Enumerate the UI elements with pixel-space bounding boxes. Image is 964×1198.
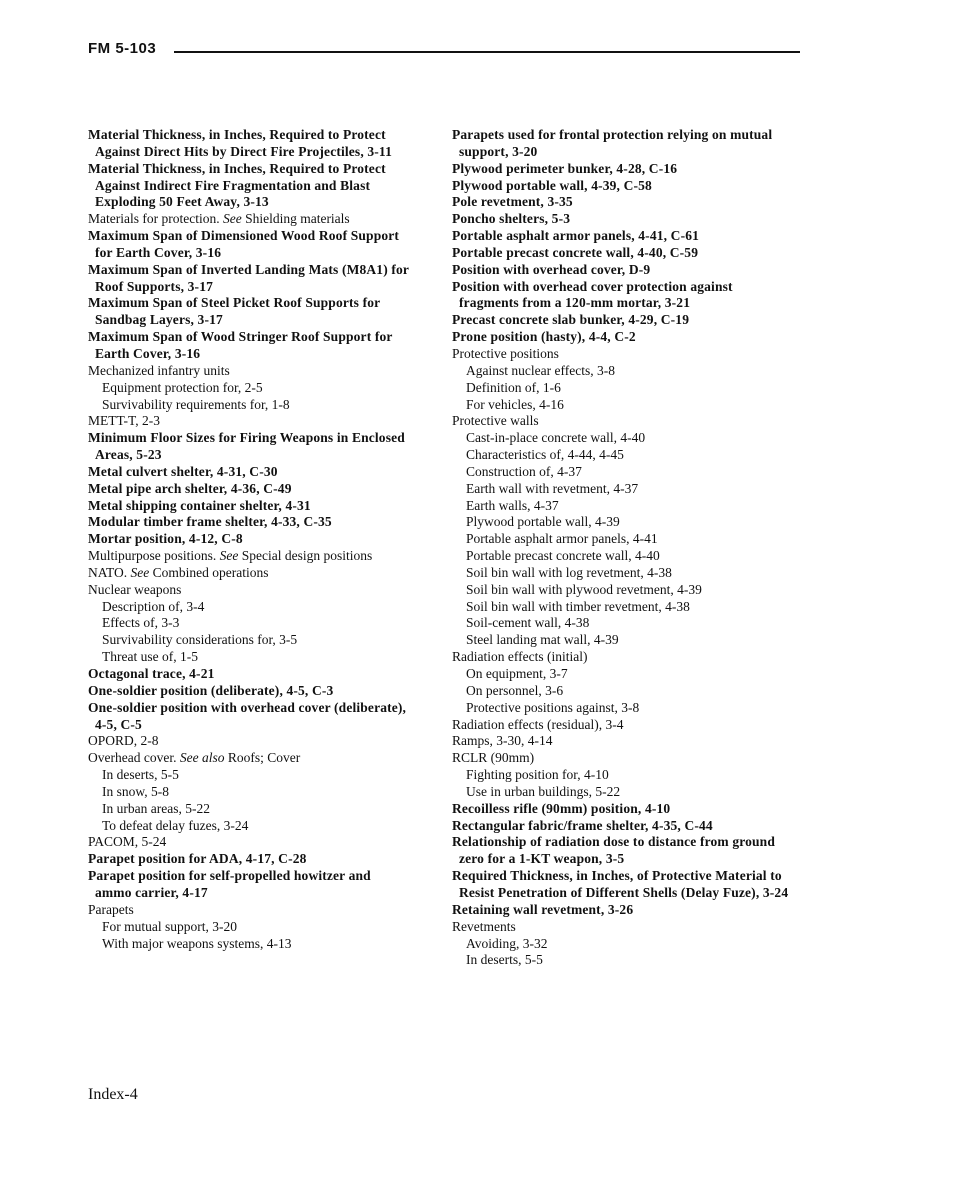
index-subentry <box>88 397 410 414</box>
index-entry <box>88 565 410 582</box>
entry-text: Plywood portable wall, 4-39, C-58 <box>452 177 652 193</box>
index-entry <box>88 228 410 262</box>
entry-text: Nuclear weapons <box>88 581 182 597</box>
entry-text: Maximum Span of Steel Picket Roof Supports for Sandbag Layers, 3-17 <box>88 295 381 328</box>
entry-text: Steel landing mat wall, 4-39 <box>466 632 619 648</box>
entry-text: Radiation effects (residual), 3-4 <box>452 716 624 732</box>
entry-text: Definition of, 1-6 <box>466 379 561 395</box>
index-entry <box>88 295 410 329</box>
entry-text: Portable precast concrete wall, 4-40, C-59 <box>452 244 699 260</box>
entry-text: Modular timber frame shelter, 4-33, C-35 <box>88 514 332 530</box>
see-reference-target: Special design positions <box>241 548 373 564</box>
index-entry <box>452 902 792 919</box>
index-entry <box>88 548 410 565</box>
index-entry <box>88 834 410 851</box>
index-subentry <box>88 380 410 397</box>
index-entry <box>88 413 410 430</box>
index-entry <box>452 818 792 835</box>
index-entry <box>452 329 792 346</box>
entry-text: Maximum Span of Inverted Landing Mats (M8A1) for Roof Supports, 3-17 <box>88 261 409 294</box>
entry-text: In urban areas, 5-22 <box>102 800 210 816</box>
entry-text: Earth walls, 4-37 <box>466 497 559 513</box>
entry-text: In deserts, 5-5 <box>466 952 543 968</box>
index-subentry <box>88 818 410 835</box>
entry-text: Mechanized infantry units <box>88 362 230 378</box>
entry-text: Portable asphalt armor panels, 4-41, C-61 <box>452 228 700 244</box>
index-subentry <box>452 363 792 380</box>
index-entry <box>88 464 410 481</box>
entry-text: METT-T, 2-3 <box>88 413 160 429</box>
entry-text: PACOM, 5-24 <box>88 834 167 850</box>
see-reference-label: See <box>219 548 239 564</box>
index-column-right <box>452 127 792 969</box>
entry-text: Metal pipe arch shelter, 4-36, C-49 <box>88 480 292 496</box>
entry-text: To defeat delay fuzes, 3-24 <box>102 817 249 833</box>
index-subentry <box>452 464 792 481</box>
index-entry <box>452 262 792 279</box>
entry-text: Threat use of, 1-5 <box>102 649 198 665</box>
index-entry <box>88 127 410 161</box>
index-entry <box>452 413 792 430</box>
entry-text: OPORD, 2-8 <box>88 733 159 749</box>
entry-text: Ramps, 3-30, 4-14 <box>452 733 553 749</box>
index-subentry <box>88 649 410 666</box>
entry-text: Survivability considerations for, 3-5 <box>102 632 298 648</box>
index-entry <box>88 582 410 599</box>
entry-text: Earth wall with revetment, 4-37 <box>466 480 639 496</box>
index-entry <box>452 733 792 750</box>
index-subentry <box>452 548 792 565</box>
entry-text: Construction of, 4-37 <box>466 463 582 479</box>
entry-text: Protective walls <box>452 413 539 429</box>
entry-text: Pole revetment, 3-35 <box>452 194 573 210</box>
index-subentry <box>452 952 792 969</box>
entry-text: Mortar position, 4-12, C-8 <box>88 531 243 547</box>
see-reference-target: Shielding materials <box>245 211 350 227</box>
entry-text: Relationship of radiation dose to distance from ground zero for a 1-KT weapon, 3-5 <box>452 834 776 867</box>
index-entry <box>88 902 410 919</box>
see-reference-target: Roofs; Cover <box>227 750 301 766</box>
entry-text: For mutual support, 3-20 <box>102 918 237 934</box>
index-subentry <box>88 801 410 818</box>
index-subentry <box>452 666 792 683</box>
index-subentry <box>452 565 792 582</box>
index-subentry <box>88 632 410 649</box>
entry-text: Cast-in-place concrete wall, 4-40 <box>466 430 646 446</box>
entry-text: Materials for protection. <box>88 211 220 227</box>
entry-text: Effects of, 3-3 <box>102 615 180 631</box>
entry-text: Portable precast concrete wall, 4-40 <box>466 548 660 564</box>
index-subentry <box>452 632 792 649</box>
entry-text: Prone position (hasty), 4-4, C-2 <box>452 329 636 345</box>
entry-text: Overhead cover. <box>88 750 177 766</box>
index-entry <box>452 211 792 228</box>
entry-text: Recoilless rifle (90mm) position, 4-10 <box>452 800 671 816</box>
entry-text: Soil bin wall with plywood revetment, 4-39 <box>466 581 702 597</box>
entry-text: Fighting position for, 4-10 <box>466 767 609 783</box>
see-reference-label: See <box>222 211 242 227</box>
entry-text: Metal shipping container shelter, 4-31 <box>88 497 311 513</box>
entry-text: Poncho shelters, 5-3 <box>452 211 571 227</box>
index-entry <box>452 312 792 329</box>
see-reference-label: See also <box>179 750 225 766</box>
index-entry <box>452 750 792 767</box>
entry-text: Protective positions <box>452 345 559 361</box>
index-entry <box>452 868 792 902</box>
index-subentry <box>452 447 792 464</box>
index-subentry <box>88 919 410 936</box>
entry-text: Soil bin wall with timber revetment, 4-38 <box>466 598 690 614</box>
index-entry <box>88 683 410 700</box>
index-subentry <box>452 683 792 700</box>
index-entry <box>452 717 792 734</box>
entry-text: Position with overhead cover protection against fragments from a 120-mm mortar, 3-21 <box>452 278 733 311</box>
entry-text: For vehicles, 4-16 <box>466 396 564 412</box>
index-subentry <box>452 481 792 498</box>
index-column-left <box>88 127 410 952</box>
entry-text: Rectangular fabric/frame shelter, 4-35, C-44 <box>452 817 713 833</box>
index-subentry <box>452 700 792 717</box>
index-subentry <box>452 397 792 414</box>
index-entry <box>88 211 410 228</box>
entry-text: Protective positions against, 3-8 <box>466 699 640 715</box>
index-entry <box>88 498 410 515</box>
index-entry <box>452 161 792 178</box>
index-subentry <box>452 767 792 784</box>
index-subentry <box>452 430 792 447</box>
index-subentry <box>452 599 792 616</box>
entry-text: NATO. <box>88 564 128 580</box>
index-entry <box>88 161 410 212</box>
entry-text: Radiation effects (initial) <box>452 649 588 665</box>
index-entry <box>88 666 410 683</box>
entry-text: Equipment protection for, 2-5 <box>102 379 263 395</box>
entry-text: Against nuclear effects, 3-8 <box>466 362 615 378</box>
see-reference-target: Combined operations <box>152 564 269 580</box>
entry-text: RCLR (90mm) <box>452 750 535 766</box>
index-entry <box>88 262 410 296</box>
index-entry <box>88 750 410 767</box>
entry-text: In deserts, 5-5 <box>102 767 179 783</box>
entry-text: Required Thickness, in Inches, of Protective Material to Resist Penetration of Different Shells (Delay Fuze), 3-24 <box>452 868 789 900</box>
entry-text: Soil bin wall with log revetment, 4-38 <box>466 564 672 580</box>
entry-text: Avoiding, 3-32 <box>466 935 548 951</box>
index-entry <box>88 514 410 531</box>
index-entry <box>452 346 792 363</box>
index-subentry <box>452 615 792 632</box>
page-number: Index-4 <box>88 1086 138 1103</box>
index-entry <box>88 363 410 380</box>
entry-text: Plywood perimeter bunker, 4-28, C-16 <box>452 160 678 176</box>
entry-text: Portable asphalt armor panels, 4-41 <box>466 531 658 547</box>
entry-text: Multipurpose positions. <box>88 548 217 564</box>
index-entry <box>452 245 792 262</box>
entry-text: On personnel, 3-6 <box>466 682 564 698</box>
entry-text: Parapet position for self-propelled howitzer and ammo carrier, 4-17 <box>88 868 371 900</box>
index-entry <box>452 194 792 211</box>
index-subentry <box>88 615 410 632</box>
header-rule <box>174 51 800 53</box>
running-header <box>88 40 800 62</box>
index-entry <box>88 329 410 363</box>
entry-text: On equipment, 3-7 <box>466 666 568 681</box>
entry-text: With major weapons systems, 4-13 <box>102 935 292 951</box>
entry-text: Use in urban buildings, 5-22 <box>466 783 621 799</box>
entry-text: Precast concrete slab bunker, 4-29, C-19 <box>452 312 690 328</box>
entry-text: Metal culvert shelter, 4-31, C-30 <box>88 463 278 479</box>
entry-text: Plywood portable wall, 4-39 <box>466 514 620 530</box>
entry-text: Survivability requirements for, 1-8 <box>102 396 290 412</box>
index-subentry <box>452 784 792 801</box>
entry-text: Material Thickness, in Inches, Required to Protect Against Indirect Fire Fragmentation and Blast Exploding 50 Feet Away, 3-13 <box>88 160 386 210</box>
index-subentry <box>452 936 792 953</box>
see-reference-label: See <box>130 564 150 580</box>
entry-text: Retaining wall revetment, 3-26 <box>452 901 634 917</box>
entry-text: Parapet position for ADA, 4-17, C-28 <box>88 851 307 867</box>
index-entry <box>88 700 410 734</box>
entry-text: Parapets used for frontal protection relying on mutual support, 3-20 <box>452 127 773 159</box>
index-entry <box>452 127 792 161</box>
index-entry <box>88 733 410 750</box>
entry-text: In snow, 5-8 <box>102 783 169 799</box>
entry-text: Octagonal trace, 4-21 <box>88 666 215 681</box>
index-entry <box>452 228 792 245</box>
index-entry <box>452 279 792 313</box>
index-subentry <box>88 767 410 784</box>
index-entry <box>452 801 792 818</box>
index-subentry <box>452 531 792 548</box>
index-subentry <box>88 784 410 801</box>
index-entry <box>452 178 792 195</box>
entry-text: Description of, 3-4 <box>102 598 205 614</box>
index-subentry <box>88 599 410 616</box>
entry-text: Minimum Floor Sizes for Firing Weapons in Enclosed Areas, 5-23 <box>88 430 405 463</box>
index-entry <box>88 481 410 498</box>
index-entry <box>452 834 792 868</box>
entry-text: Characteristics of, 4-44, 4-45 <box>466 447 624 463</box>
entry-text: Maximum Span of Dimensioned Wood Roof Support for Earth Cover, 3-16 <box>88 228 400 260</box>
index-subentry <box>452 380 792 397</box>
entry-text: Maximum Span of Wood Stringer Roof Support for Earth Cover, 3-16 <box>88 329 393 361</box>
index-subentry <box>452 514 792 531</box>
index-subentry <box>452 498 792 515</box>
entry-text: Revetments <box>452 918 516 934</box>
index-entry <box>88 430 410 464</box>
index-entry <box>88 531 410 548</box>
entry-text: Position with overhead cover, D-9 <box>452 261 651 277</box>
entry-text: Parapets <box>88 901 134 917</box>
entry-text: Soil-cement wall, 4-38 <box>466 615 590 631</box>
index-entry <box>88 868 410 902</box>
index-subentry <box>452 582 792 599</box>
entry-text: Material Thickness, in Inches, Required to Protect Against Direct Hits by Direct Fire Projectiles, 3-11 <box>88 127 392 159</box>
index-entry <box>452 919 792 936</box>
entry-text: One-soldier position (deliberate), 4-5, C-3 <box>88 682 334 698</box>
index-entry <box>452 649 792 666</box>
index-subentry <box>88 936 410 953</box>
manual-number: FM 5-103 <box>88 40 157 57</box>
entry-text: One-soldier position with overhead cover (deliberate), 4-5, C-5 <box>88 699 407 732</box>
index-entry <box>88 851 410 868</box>
